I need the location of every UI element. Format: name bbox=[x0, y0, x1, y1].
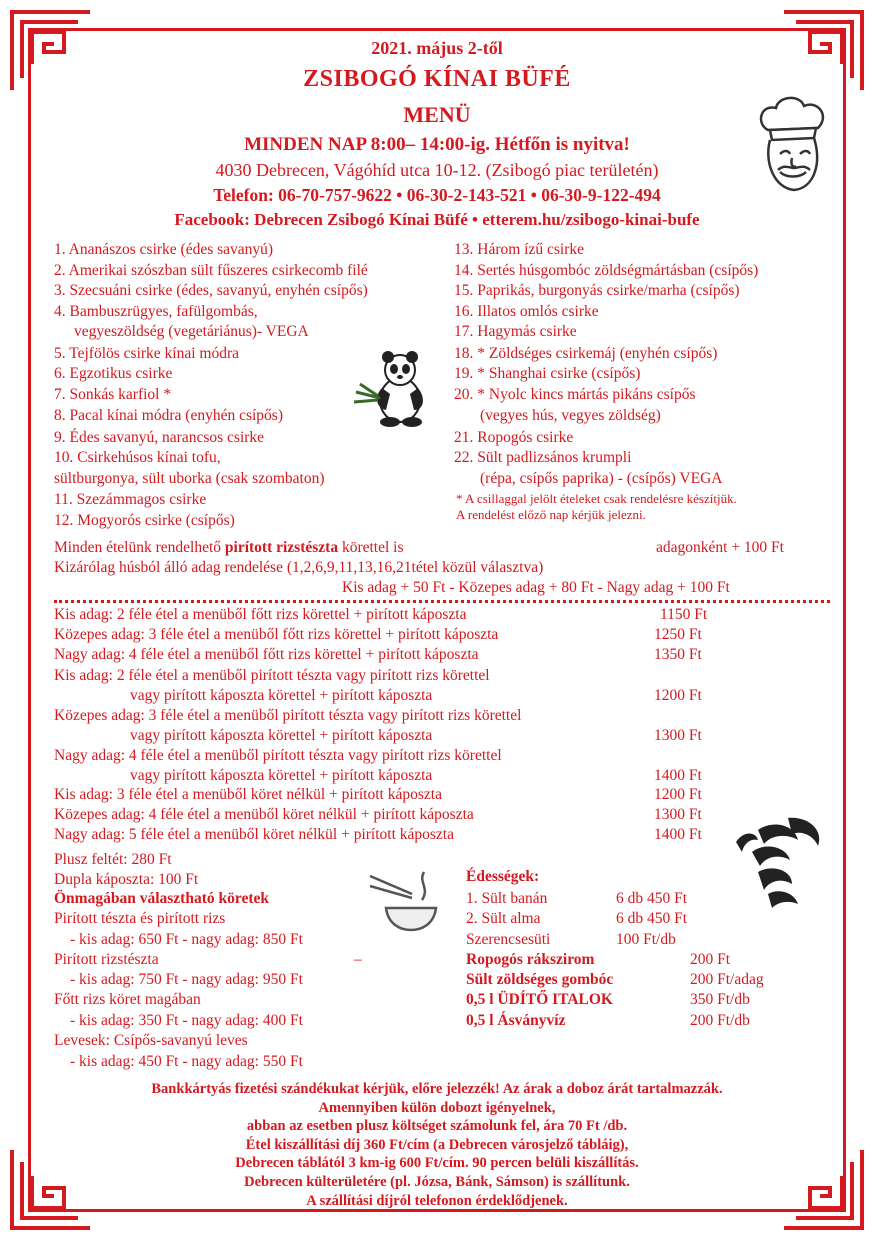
desserts-title: Édességek: bbox=[466, 868, 540, 885]
fried-noodle-rice-prices: - kis adag: 650 Ft - nagy adag: 850 Ft bbox=[70, 931, 303, 948]
sides-info-highlight: pirított rizstészta bbox=[224, 539, 339, 556]
sides-info-line-3: Kis adag + 50 Ft - Közepes adag + 80 Ft - Nagy adag + 100 Ft bbox=[342, 579, 730, 596]
rice-noodle-prices: - kis adag: 750 Ft - nagy adag: 950 Ft bbox=[70, 971, 303, 988]
dessert-name: 2. Sült alma bbox=[466, 910, 541, 927]
menu-item-left: 11. Szezámmagos csirke bbox=[54, 491, 207, 508]
double-cabbage: Dupla káposzta: 100 Ft bbox=[54, 871, 199, 888]
page-title: ZSIBOGÓ KÍNAI BÜFÉ bbox=[303, 66, 571, 92]
menu-item-right: 21. Ropogós csirke bbox=[454, 429, 574, 446]
menu-item-right: 15. Paprikás, burgonyás csirke/marha (csípős) bbox=[454, 282, 740, 299]
noodle-bowl-icon bbox=[366, 868, 442, 934]
other-item-name: 0,5 l ÜDÍTŐ ITALOK bbox=[466, 991, 613, 1008]
footer-line: abban az esetben plusz költséget számolunk fel, ára 70 Ft /db. bbox=[246, 1118, 628, 1135]
portion-price: 1400 Ft bbox=[654, 767, 702, 784]
menu-item-right: (vegyes hús, vegyes zöldség) bbox=[480, 407, 661, 424]
footer-line: Bankkártyás fizetési szándékukat kérjük, előre jelezzék! Az árak a doboz árát tartalmazzák. bbox=[151, 1081, 723, 1097]
portion-row: Közepes adag: 3 féle étel a menüből pirított tészta vagy pirított rizs körettel bbox=[54, 707, 522, 724]
menu-item-right: 22. Sült padlizsános krumpli bbox=[454, 449, 632, 466]
footer-line: Debrecen külterületére (pl. Józsa, Bánk, Sámson) is szállítunk. bbox=[244, 1174, 630, 1190]
menu-item-left: 5. Tejfölös csirke kínai módra bbox=[54, 345, 240, 362]
portion-price: 1300 Ft bbox=[654, 806, 702, 823]
standalone-sides-title: Önmagában választható köretek bbox=[54, 890, 270, 907]
soups-prices: - kis adag: 450 Ft - nagy adag: 550 Ft bbox=[70, 1053, 303, 1070]
other-item-name: Ropogós rákszirom bbox=[466, 951, 595, 968]
dessert-price: 6 db 450 Ft bbox=[616, 890, 688, 907]
address: 4030 Debrecen, Vágóhíd utca 10-12. (Zsibogó piac területén) bbox=[215, 160, 659, 180]
other-item-price: 200 Ft/adag bbox=[690, 971, 764, 988]
menu-item-left: 10. Csirkehúsos kínai tofu, bbox=[54, 449, 221, 466]
other-item-price: 200 Ft/db bbox=[690, 1012, 750, 1029]
other-item-name: 0,5 l Ásványvíz bbox=[466, 1012, 566, 1029]
chef-icon bbox=[750, 92, 834, 202]
rice-noodle: Pirított rizstészta bbox=[54, 951, 159, 968]
opening-hours: MINDEN NAP 8:00– 14:00-ig. Hétfőn is nyitva! bbox=[244, 134, 630, 155]
menu-item-right: 13. Három ízű csirke bbox=[454, 241, 584, 258]
menu-item-right: 18. * Zöldséges csirkemáj (enyhén csípős) bbox=[454, 345, 718, 362]
portion-price: 1300 Ft bbox=[654, 727, 702, 744]
sides-info-line-2: Kizárólag húsból álló adag rendelése (1,2,6,9,11,13,16,21tétel közül választva) bbox=[54, 559, 544, 576]
other-item-price: 200 Ft bbox=[690, 951, 731, 968]
footer-line: Amennyiben külön dobozt igényelnek, bbox=[318, 1099, 556, 1116]
menu-item-right: (répa, csípős paprika) - (csípős) VEGA bbox=[480, 470, 723, 487]
star-note-line-1: * A csillaggal jelölt ételeket csak rendelésre készítjük. bbox=[456, 491, 737, 506]
menu-item-left: 12. Mogyorós csirke (csípős) bbox=[54, 512, 235, 529]
portion-price: 1250 Ft bbox=[654, 626, 702, 643]
portion-row: vagy pirított káposzta körettel + pirított káposzta bbox=[130, 687, 433, 704]
portion-row: Kis adag: 3 féle étel a menüből köret nélkül + pirított káposzta bbox=[54, 786, 442, 803]
menu-item-left: 9. Édes savanyú, narancsos csirke bbox=[54, 429, 265, 446]
menu-heading: MENÜ bbox=[403, 102, 471, 127]
dotted-separator bbox=[54, 600, 830, 603]
portion-price: 1350 Ft bbox=[654, 646, 702, 663]
menu-item-left: 2. Amerikai szószban sült fűszeres csirkecomb filé bbox=[54, 262, 368, 279]
dessert-price: 100 Ft/db bbox=[616, 931, 676, 948]
rice-noodle-dash: – bbox=[354, 951, 362, 968]
menu-item-left: 6. Egzotikus csirke bbox=[54, 365, 173, 382]
panda-icon bbox=[350, 348, 430, 428]
menu-item-left: 3. Szecsuáni csirke (édes, savanyú, enyhén csípős) bbox=[54, 282, 368, 299]
other-item-name: Sült zöldséges gombóc bbox=[466, 971, 614, 988]
dragon-icon bbox=[728, 812, 828, 912]
menu-item-right: 14. Sertés húsgombóc zöldségmártásban (csípős) bbox=[454, 262, 759, 279]
menu-item-left: 8. Pacal kínai módra (enyhén csípős) bbox=[54, 407, 283, 424]
portion-row: Közepes adag: 4 féle étel a menüből köret nélkül + pirított káposzta bbox=[54, 806, 474, 823]
menu-item-right: 19. * Shanghai csirke (csípős) bbox=[454, 365, 641, 382]
menu-item-left: 7. Sonkás karfiol * bbox=[54, 386, 172, 403]
dessert-name: 1. Sült banán bbox=[466, 890, 548, 907]
menu-item-right: 20. * Nyolc kincs mártás pikáns csípős bbox=[454, 386, 696, 403]
portion-row: Nagy adag: 4 féle étel a menüből pirított tészta vagy pirított rizs körettel bbox=[54, 747, 502, 764]
portion-row: Kis adag: 2 féle étel a menüből főtt rizs körettel + pirított káposzta bbox=[54, 606, 467, 623]
extra-topping: Plusz feltét: 280 Ft bbox=[54, 851, 172, 868]
portion-row: Nagy adag: 4 féle étel a menüből főtt rizs körettel + pirított káposzta bbox=[54, 646, 479, 663]
soups: Levesek: Csípős-savanyú leves bbox=[54, 1032, 248, 1049]
menu-item-left: 4. Bambuszrügyes, fafülgombás, bbox=[54, 303, 258, 320]
dessert-name: Szerencsesüti bbox=[466, 931, 551, 948]
portion-row: Kis adag: 2 féle étel a menüből pirított tészta vagy pirított rizs körettel bbox=[54, 667, 490, 684]
footer-line: Étel kiszállítási díj 360 Ft/cím (a Debrecen városjelző tábláig), bbox=[245, 1136, 629, 1153]
menu-item-left: vegyeszöldség (vegetáriánus)- VEGA bbox=[74, 323, 309, 340]
portion-price: 1150 Ft bbox=[660, 606, 708, 623]
sides-info-line-1: Minden ételünk rendelhető pirított rizstészta körettel is bbox=[54, 539, 404, 556]
star-note-line-2: A rendelést előző nap kérjük jelezni. bbox=[456, 507, 646, 522]
phone-numbers: Telefon: 06-70-757-9622 • 06-30-2-143-521 • 06-30-9-122-494 bbox=[213, 185, 661, 205]
date-line: 2021. május 2-től bbox=[371, 38, 503, 58]
dessert-price: 6 db 450 Ft bbox=[616, 910, 688, 927]
portion-row: Nagy adag: 5 féle étel a menüből köret nélkül + pirított káposzta bbox=[54, 826, 454, 843]
portion-row: Közepes adag: 3 féle étel a menüből főtt rizs körettel + pirított káposzta bbox=[54, 626, 499, 643]
portion-row: vagy pirított káposzta körettel + pirított káposzta bbox=[130, 727, 433, 744]
menu-item-left: 1. Ananászos csirke (édes savanyú) bbox=[54, 241, 274, 258]
menu-item-left: sültburgonya, sült uborka (csak szombaton) bbox=[54, 470, 325, 487]
menu-item-right: 17. Hagymás csirke bbox=[454, 323, 577, 340]
fried-noodle-rice: Pirított tészta és pirított rizs bbox=[54, 910, 226, 927]
footer-line: Debrecen táblától 3 km-ig 600 Ft/cím. 90 percen belüli kiszállítás. bbox=[235, 1155, 639, 1172]
portion-row: vagy pirított káposzta körettel + pirított káposzta bbox=[130, 767, 433, 784]
portion-price: 1200 Ft bbox=[654, 687, 702, 704]
boiled-rice-prices: - kis adag: 350 Ft - nagy adag: 400 Ft bbox=[70, 1012, 303, 1029]
footer-line: A szállítási díjról telefonon érdeklődjenek. bbox=[306, 1192, 568, 1209]
sides-info-price: adagonként + 100 Ft bbox=[656, 539, 784, 556]
menu-item-right: 16. Illatos omlós csirke bbox=[454, 303, 599, 320]
other-item-price: 350 Ft/db bbox=[690, 991, 750, 1008]
portion-price: 1200 Ft bbox=[654, 786, 702, 803]
facebook-line: Facebook: Debrecen Zsibogó Kínai Büfé • etterem.hu/zsibogo-kinai-bufe bbox=[174, 210, 700, 229]
portion-price: 1400 Ft bbox=[654, 826, 702, 843]
boiled-rice: Főtt rizs köret magában bbox=[54, 991, 201, 1008]
